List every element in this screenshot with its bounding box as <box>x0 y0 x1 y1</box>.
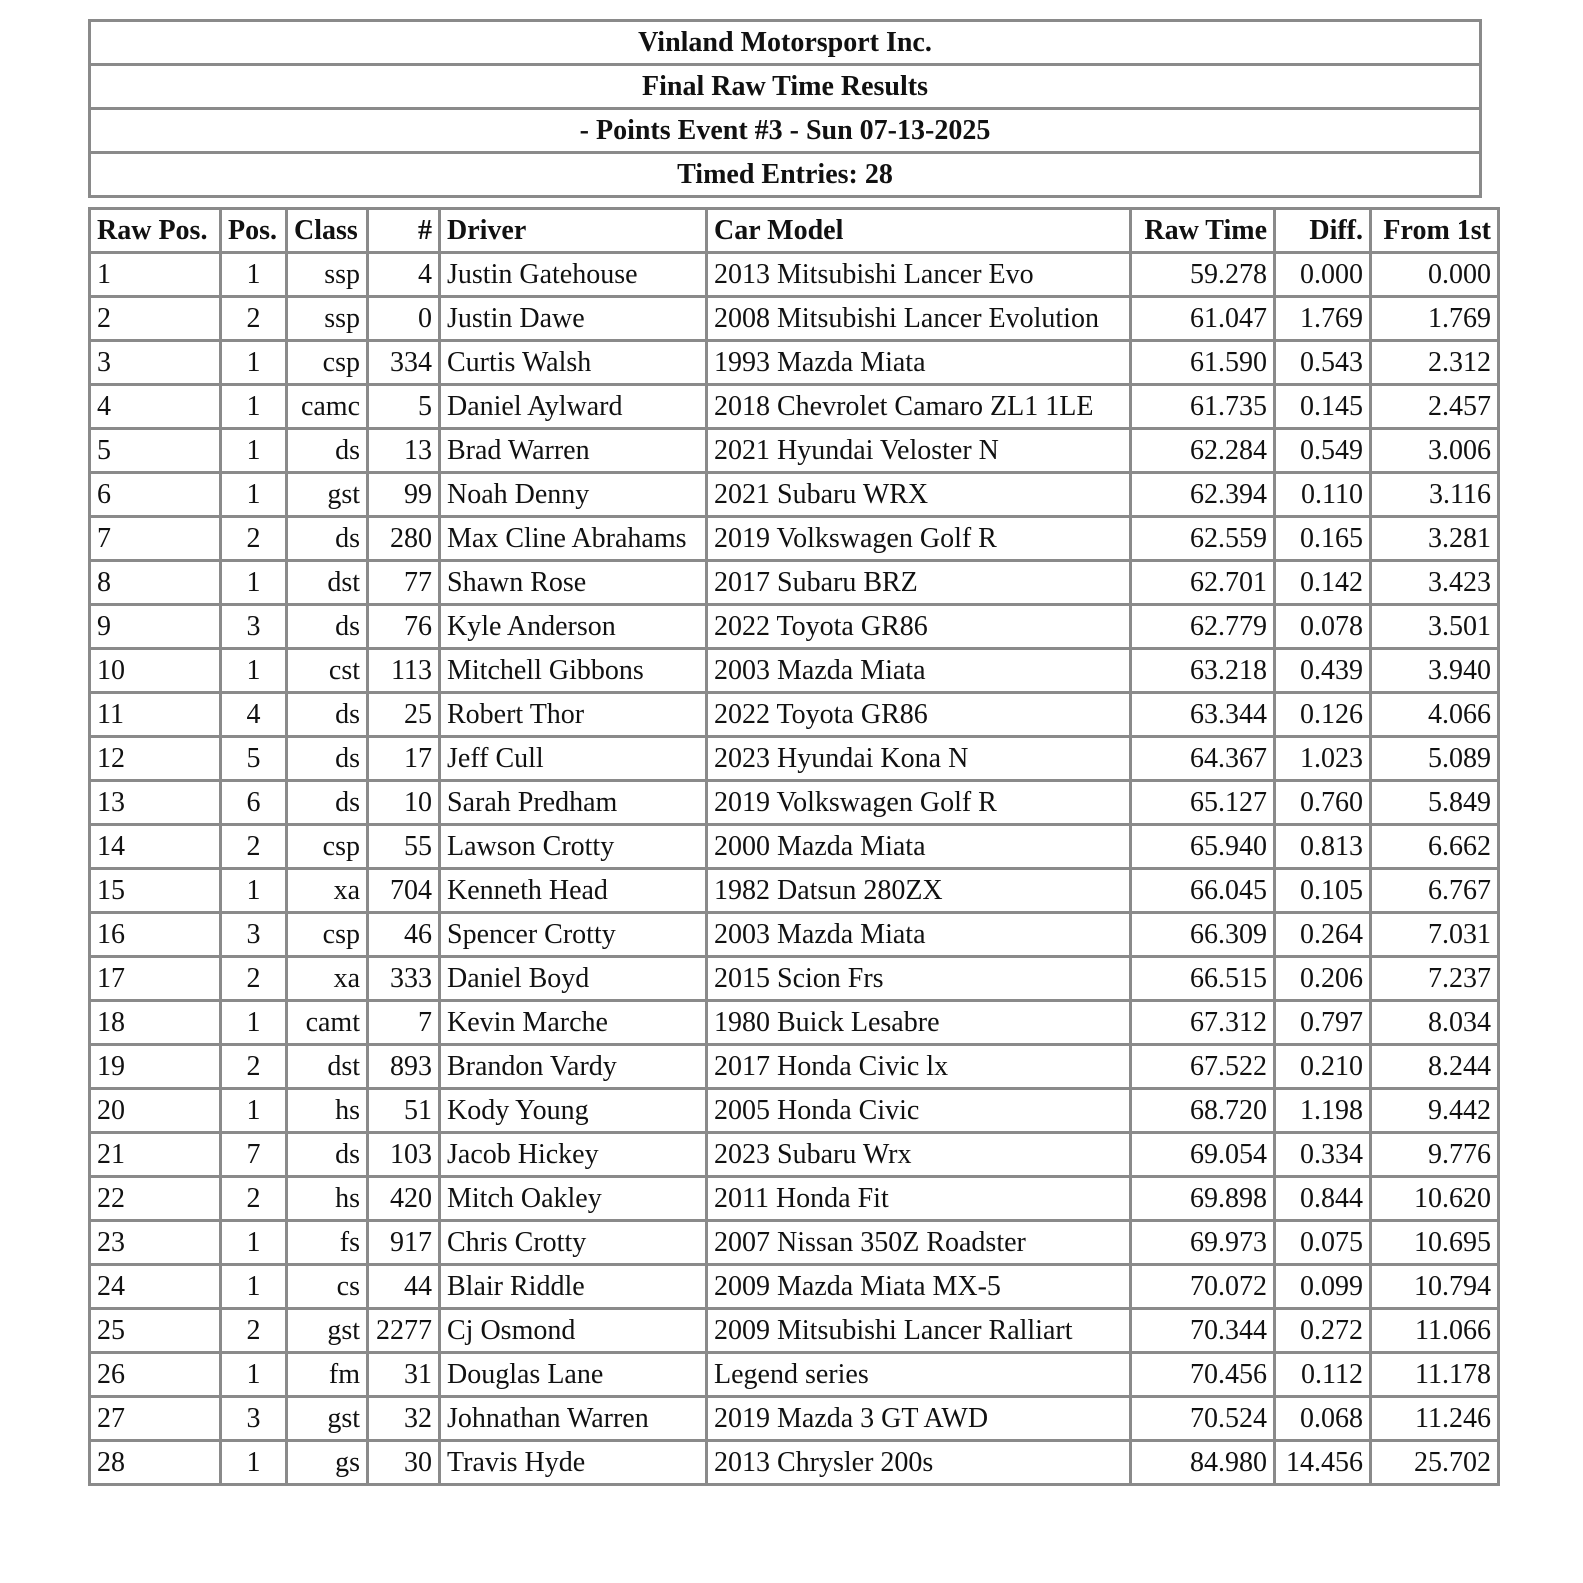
table-row <box>90 1353 1499 1397</box>
report-title: Final Raw Time Results <box>90 65 1481 109</box>
raw-pos-cell: 9 <box>90 605 221 649</box>
table-row <box>90 1177 1499 1221</box>
number-cell: 0 <box>368 297 440 341</box>
car-model-cell: 2015 Scion Frs <box>707 957 1131 1001</box>
column-header-raw-pos: Raw Pos. <box>90 209 221 253</box>
number-cell: 10 <box>368 781 440 825</box>
class-cell: ds <box>287 781 368 825</box>
table-row <box>90 473 1499 517</box>
number-cell: 17 <box>368 737 440 781</box>
from-first-cell: 10.695 <box>1371 1221 1499 1265</box>
driver-cell: Max Cline Abrahams <box>440 517 707 561</box>
car-model-cell: 2013 Mitsubishi Lancer Evo <box>707 253 1131 297</box>
number-cell: 917 <box>368 1221 440 1265</box>
number-cell: 51 <box>368 1089 440 1133</box>
raw-pos-cell: 16 <box>90 913 221 957</box>
pos-cell: 3 <box>221 913 287 957</box>
number-cell: 46 <box>368 913 440 957</box>
table-row <box>90 913 1499 957</box>
raw-time-cell: 65.940 <box>1131 825 1275 869</box>
column-header-number: # <box>368 209 440 253</box>
diff-cell: 0.078 <box>1275 605 1371 649</box>
class-cell: xa <box>287 957 368 1001</box>
raw-pos-cell: 17 <box>90 957 221 1001</box>
table-row <box>90 517 1499 561</box>
raw-pos-cell: 21 <box>90 1133 221 1177</box>
class-cell: xa <box>287 869 368 913</box>
driver-cell: Chris Crotty <box>440 1221 707 1265</box>
table-header-row <box>90 209 1499 253</box>
column-header-raw-time: Raw Time <box>1131 209 1275 253</box>
number-cell: 25 <box>368 693 440 737</box>
pos-cell: 2 <box>221 517 287 561</box>
class-cell: camt <box>287 1001 368 1045</box>
table-row <box>90 781 1499 825</box>
number-cell: 103 <box>368 1133 440 1177</box>
number-cell: 77 <box>368 561 440 605</box>
number-cell: 55 <box>368 825 440 869</box>
pos-cell: 1 <box>221 253 287 297</box>
class-cell: ds <box>287 517 368 561</box>
car-model-cell: 2005 Honda Civic <box>707 1089 1131 1133</box>
raw-pos-cell: 18 <box>90 1001 221 1045</box>
diff-cell: 1.023 <box>1275 737 1371 781</box>
car-model-cell: 2007 Nissan 350Z Roadster <box>707 1221 1131 1265</box>
table-row <box>90 1309 1499 1353</box>
driver-cell: Daniel Aylward <box>440 385 707 429</box>
car-model-cell: 2018 Chevrolet Camaro ZL1 1LE <box>707 385 1131 429</box>
from-first-cell: 8.034 <box>1371 1001 1499 1045</box>
class-cell: hs <box>287 1177 368 1221</box>
number-cell: 333 <box>368 957 440 1001</box>
pos-cell: 1 <box>221 473 287 517</box>
car-model-cell: 2009 Mazda Miata MX-5 <box>707 1265 1131 1309</box>
raw-pos-cell: 12 <box>90 737 221 781</box>
raw-time-cell: 70.344 <box>1131 1309 1275 1353</box>
raw-time-cell: 66.309 <box>1131 913 1275 957</box>
diff-cell: 0.075 <box>1275 1221 1371 1265</box>
car-model-cell: 2021 Hyundai Veloster N <box>707 429 1131 473</box>
raw-time-cell: 62.394 <box>1131 473 1275 517</box>
raw-pos-cell: 1 <box>90 253 221 297</box>
table-row <box>90 1221 1499 1265</box>
driver-cell: Brad Warren <box>440 429 707 473</box>
pos-cell: 2 <box>221 825 287 869</box>
car-model-cell: 2019 Volkswagen Golf R <box>707 781 1131 825</box>
pos-cell: 2 <box>221 957 287 1001</box>
from-first-cell: 11.066 <box>1371 1309 1499 1353</box>
number-cell: 32 <box>368 1397 440 1441</box>
from-first-cell: 2.312 <box>1371 341 1499 385</box>
number-cell: 5 <box>368 385 440 429</box>
number-cell: 113 <box>368 649 440 693</box>
diff-cell: 0.110 <box>1275 473 1371 517</box>
class-cell: csp <box>287 341 368 385</box>
table-row <box>90 253 1499 297</box>
diff-cell: 0.210 <box>1275 1045 1371 1089</box>
diff-cell: 0.844 <box>1275 1177 1371 1221</box>
driver-cell: Sarah Predham <box>440 781 707 825</box>
event-title: - Points Event #3 - Sun 07-13-2025 <box>90 109 1481 153</box>
pos-cell: 1 <box>221 649 287 693</box>
class-cell: gst <box>287 473 368 517</box>
car-model-cell: Legend series <box>707 1353 1131 1397</box>
raw-time-cell: 63.218 <box>1131 649 1275 693</box>
pos-cell: 5 <box>221 737 287 781</box>
driver-cell: Jeff Cull <box>440 737 707 781</box>
class-cell: csp <box>287 913 368 957</box>
pos-cell: 2 <box>221 297 287 341</box>
pos-cell: 1 <box>221 869 287 913</box>
raw-time-cell: 69.898 <box>1131 1177 1275 1221</box>
class-cell: csp <box>287 825 368 869</box>
from-first-cell: 10.620 <box>1371 1177 1499 1221</box>
from-first-cell: 10.794 <box>1371 1265 1499 1309</box>
car-model-cell: 1982 Datsun 280ZX <box>707 869 1131 913</box>
raw-pos-cell: 4 <box>90 385 221 429</box>
results-table <box>88 207 1500 1486</box>
car-model-cell: 2021 Subaru WRX <box>707 473 1131 517</box>
raw-time-cell: 62.701 <box>1131 561 1275 605</box>
table-row <box>90 1001 1499 1045</box>
diff-cell: 1.198 <box>1275 1089 1371 1133</box>
table-row <box>90 1133 1499 1177</box>
pos-cell: 2 <box>221 1177 287 1221</box>
raw-pos-cell: 7 <box>90 517 221 561</box>
driver-cell: Kody Young <box>440 1089 707 1133</box>
from-first-cell: 6.662 <box>1371 825 1499 869</box>
diff-cell: 0.439 <box>1275 649 1371 693</box>
driver-cell: Kenneth Head <box>440 869 707 913</box>
driver-cell: Kevin Marche <box>440 1001 707 1045</box>
diff-cell: 0.543 <box>1275 341 1371 385</box>
from-first-cell: 9.442 <box>1371 1089 1499 1133</box>
pos-cell: 1 <box>221 1441 287 1485</box>
table-row <box>90 737 1499 781</box>
driver-cell: Lawson Crotty <box>440 825 707 869</box>
class-cell: ds <box>287 605 368 649</box>
pos-cell: 4 <box>221 693 287 737</box>
raw-pos-cell: 14 <box>90 825 221 869</box>
diff-cell: 0.760 <box>1275 781 1371 825</box>
driver-cell: Curtis Walsh <box>440 341 707 385</box>
raw-pos-cell: 26 <box>90 1353 221 1397</box>
class-cell: gst <box>287 1397 368 1441</box>
column-header-diff: Diff. <box>1275 209 1371 253</box>
from-first-cell: 9.776 <box>1371 1133 1499 1177</box>
from-first-cell: 7.031 <box>1371 913 1499 957</box>
number-cell: 31 <box>368 1353 440 1397</box>
class-cell: camc <box>287 385 368 429</box>
pos-cell: 3 <box>221 605 287 649</box>
car-model-cell: 1993 Mazda Miata <box>707 341 1131 385</box>
number-cell: 44 <box>368 1265 440 1309</box>
raw-time-cell: 61.735 <box>1131 385 1275 429</box>
car-model-cell: 2013 Chrysler 200s <box>707 1441 1131 1485</box>
class-cell: gs <box>287 1441 368 1485</box>
diff-cell: 1.769 <box>1275 297 1371 341</box>
raw-time-cell: 62.559 <box>1131 517 1275 561</box>
pos-cell: 3 <box>221 1397 287 1441</box>
class-cell: fs <box>287 1221 368 1265</box>
from-first-cell: 4.066 <box>1371 693 1499 737</box>
table-row <box>90 957 1499 1001</box>
from-first-cell: 3.116 <box>1371 473 1499 517</box>
raw-time-cell: 68.720 <box>1131 1089 1275 1133</box>
driver-cell: Travis Hyde <box>440 1441 707 1485</box>
car-model-cell: 2011 Honda Fit <box>707 1177 1131 1221</box>
table-row <box>90 561 1499 605</box>
raw-time-cell: 70.456 <box>1131 1353 1275 1397</box>
pos-cell: 2 <box>221 1045 287 1089</box>
driver-cell: Shawn Rose <box>440 561 707 605</box>
driver-cell: Brandon Vardy <box>440 1045 707 1089</box>
driver-cell: Mitch Oakley <box>440 1177 707 1221</box>
class-cell: dst <box>287 1045 368 1089</box>
diff-cell: 0.068 <box>1275 1397 1371 1441</box>
car-model-cell: 2017 Honda Civic lx <box>707 1045 1131 1089</box>
raw-pos-cell: 28 <box>90 1441 221 1485</box>
class-cell: ds <box>287 1133 368 1177</box>
number-cell: 13 <box>368 429 440 473</box>
raw-pos-cell: 19 <box>90 1045 221 1089</box>
class-cell: ds <box>287 693 368 737</box>
from-first-cell: 8.244 <box>1371 1045 1499 1089</box>
from-first-cell: 3.501 <box>1371 605 1499 649</box>
driver-cell: Douglas Lane <box>440 1353 707 1397</box>
table-row <box>90 385 1499 429</box>
diff-cell: 0.264 <box>1275 913 1371 957</box>
raw-pos-cell: 11 <box>90 693 221 737</box>
diff-cell: 0.797 <box>1275 1001 1371 1045</box>
car-model-cell: 2022 Toyota GR86 <box>707 605 1131 649</box>
from-first-cell: 1.769 <box>1371 297 1499 341</box>
pos-cell: 6 <box>221 781 287 825</box>
table-row <box>90 869 1499 913</box>
raw-pos-cell: 8 <box>90 561 221 605</box>
class-cell: cst <box>287 649 368 693</box>
diff-cell: 0.549 <box>1275 429 1371 473</box>
car-model-cell: 2000 Mazda Miata <box>707 825 1131 869</box>
car-model-cell: 2019 Volkswagen Golf R <box>707 517 1131 561</box>
car-model-cell: 1980 Buick Lesabre <box>707 1001 1131 1045</box>
results-header-table <box>88 19 1482 198</box>
number-cell: 893 <box>368 1045 440 1089</box>
raw-pos-cell: 3 <box>90 341 221 385</box>
class-cell: hs <box>287 1089 368 1133</box>
raw-time-cell: 62.779 <box>1131 605 1275 649</box>
class-cell: cs <box>287 1265 368 1309</box>
driver-cell: Kyle Anderson <box>440 605 707 649</box>
pos-cell: 1 <box>221 1089 287 1133</box>
car-model-cell: 2022 Toyota GR86 <box>707 693 1131 737</box>
driver-cell: Justin Gatehouse <box>440 253 707 297</box>
diff-cell: 0.000 <box>1275 253 1371 297</box>
raw-pos-cell: 25 <box>90 1309 221 1353</box>
from-first-cell: 5.089 <box>1371 737 1499 781</box>
car-model-cell: 2008 Mitsubishi Lancer Evolution <box>707 297 1131 341</box>
class-cell: gst <box>287 1309 368 1353</box>
raw-time-cell: 69.973 <box>1131 1221 1275 1265</box>
diff-cell: 0.206 <box>1275 957 1371 1001</box>
raw-time-cell: 61.047 <box>1131 297 1275 341</box>
from-first-cell: 3.281 <box>1371 517 1499 561</box>
number-cell: 4 <box>368 253 440 297</box>
diff-cell: 0.165 <box>1275 517 1371 561</box>
from-first-cell: 11.246 <box>1371 1397 1499 1441</box>
class-cell: ssp <box>287 253 368 297</box>
driver-cell: Blair Riddle <box>440 1265 707 1309</box>
table-row <box>90 1045 1499 1089</box>
pos-cell: 1 <box>221 1001 287 1045</box>
diff-cell: 0.142 <box>1275 561 1371 605</box>
raw-time-cell: 65.127 <box>1131 781 1275 825</box>
from-first-cell: 7.237 <box>1371 957 1499 1001</box>
raw-time-cell: 66.515 <box>1131 957 1275 1001</box>
raw-time-cell: 67.312 <box>1131 1001 1275 1045</box>
diff-cell: 0.334 <box>1275 1133 1371 1177</box>
diff-cell: 0.105 <box>1275 869 1371 913</box>
driver-cell: Mitchell Gibbons <box>440 649 707 693</box>
pos-cell: 2 <box>221 1309 287 1353</box>
from-first-cell: 3.423 <box>1371 561 1499 605</box>
raw-pos-cell: 24 <box>90 1265 221 1309</box>
car-model-cell: 2023 Hyundai Kona N <box>707 737 1131 781</box>
diff-cell: 0.272 <box>1275 1309 1371 1353</box>
table-row <box>90 341 1499 385</box>
diff-cell: 0.099 <box>1275 1265 1371 1309</box>
raw-pos-cell: 10 <box>90 649 221 693</box>
timed-entries-count: Timed Entries: 28 <box>90 153 1481 197</box>
from-first-cell: 5.849 <box>1371 781 1499 825</box>
column-header-class: Class <box>287 209 368 253</box>
class-cell: ds <box>287 429 368 473</box>
number-cell: 280 <box>368 517 440 561</box>
organization-name: Vinland Motorsport Inc. <box>90 21 1481 65</box>
raw-time-cell: 69.054 <box>1131 1133 1275 1177</box>
raw-pos-cell: 22 <box>90 1177 221 1221</box>
from-first-cell: 3.940 <box>1371 649 1499 693</box>
raw-time-cell: 63.344 <box>1131 693 1275 737</box>
pos-cell: 1 <box>221 1265 287 1309</box>
car-model-cell: 2023 Subaru Wrx <box>707 1133 1131 1177</box>
class-cell: fm <box>287 1353 368 1397</box>
class-cell: ds <box>287 737 368 781</box>
driver-cell: Johnathan Warren <box>440 1397 707 1441</box>
driver-cell: Cj Osmond <box>440 1309 707 1353</box>
raw-pos-cell: 23 <box>90 1221 221 1265</box>
raw-pos-cell: 5 <box>90 429 221 473</box>
driver-cell: Daniel Boyd <box>440 957 707 1001</box>
raw-time-cell: 84.980 <box>1131 1441 1275 1485</box>
class-cell: ssp <box>287 297 368 341</box>
pos-cell: 1 <box>221 341 287 385</box>
table-row <box>90 297 1499 341</box>
column-header-from-first: From 1st <box>1371 209 1499 253</box>
pos-cell: 1 <box>221 429 287 473</box>
car-model-cell: 2017 Subaru BRZ <box>707 561 1131 605</box>
car-model-cell: 2003 Mazda Miata <box>707 649 1131 693</box>
number-cell: 334 <box>368 341 440 385</box>
diff-cell: 14.456 <box>1275 1441 1371 1485</box>
car-model-cell: 2019 Mazda 3 GT AWD <box>707 1397 1131 1441</box>
raw-time-cell: 61.590 <box>1131 341 1275 385</box>
driver-cell: Justin Dawe <box>440 297 707 341</box>
diff-cell: 0.813 <box>1275 825 1371 869</box>
pos-cell: 1 <box>221 1221 287 1265</box>
from-first-cell: 3.006 <box>1371 429 1499 473</box>
raw-time-cell: 70.072 <box>1131 1265 1275 1309</box>
car-model-cell: 2003 Mazda Miata <box>707 913 1131 957</box>
raw-time-cell: 59.278 <box>1131 253 1275 297</box>
pos-cell: 1 <box>221 561 287 605</box>
column-header-car-model: Car Model <box>707 209 1131 253</box>
number-cell: 2277 <box>368 1309 440 1353</box>
table-row <box>90 1089 1499 1133</box>
pos-cell: 1 <box>221 385 287 429</box>
raw-pos-cell: 2 <box>90 297 221 341</box>
raw-pos-cell: 13 <box>90 781 221 825</box>
driver-cell: Jacob Hickey <box>440 1133 707 1177</box>
car-model-cell: 2009 Mitsubishi Lancer Ralliart <box>707 1309 1131 1353</box>
raw-time-cell: 70.524 <box>1131 1397 1275 1441</box>
driver-cell: Noah Denny <box>440 473 707 517</box>
table-row <box>90 1265 1499 1309</box>
table-row <box>90 429 1499 473</box>
raw-pos-cell: 15 <box>90 869 221 913</box>
raw-time-cell: 66.045 <box>1131 869 1275 913</box>
raw-time-cell: 62.284 <box>1131 429 1275 473</box>
number-cell: 99 <box>368 473 440 517</box>
number-cell: 76 <box>368 605 440 649</box>
raw-pos-cell: 20 <box>90 1089 221 1133</box>
from-first-cell: 0.000 <box>1371 253 1499 297</box>
from-first-cell: 2.457 <box>1371 385 1499 429</box>
class-cell: dst <box>287 561 368 605</box>
table-row <box>90 1397 1499 1441</box>
pos-cell: 7 <box>221 1133 287 1177</box>
table-row <box>90 605 1499 649</box>
raw-pos-cell: 6 <box>90 473 221 517</box>
from-first-cell: 11.178 <box>1371 1353 1499 1397</box>
table-row <box>90 1441 1499 1485</box>
number-cell: 7 <box>368 1001 440 1045</box>
raw-pos-cell: 27 <box>90 1397 221 1441</box>
pos-cell: 1 <box>221 1353 287 1397</box>
table-row <box>90 693 1499 737</box>
number-cell: 420 <box>368 1177 440 1221</box>
results-table-body <box>90 253 1499 1485</box>
driver-cell: Spencer Crotty <box>440 913 707 957</box>
number-cell: 30 <box>368 1441 440 1485</box>
diff-cell: 0.112 <box>1275 1353 1371 1397</box>
column-header-driver: Driver <box>440 209 707 253</box>
raw-time-cell: 64.367 <box>1131 737 1275 781</box>
diff-cell: 0.145 <box>1275 385 1371 429</box>
driver-cell: Robert Thor <box>440 693 707 737</box>
column-header-pos: Pos. <box>221 209 287 253</box>
table-row <box>90 649 1499 693</box>
number-cell: 704 <box>368 869 440 913</box>
from-first-cell: 6.767 <box>1371 869 1499 913</box>
table-row <box>90 825 1499 869</box>
from-first-cell: 25.702 <box>1371 1441 1499 1485</box>
diff-cell: 0.126 <box>1275 693 1371 737</box>
raw-time-cell: 67.522 <box>1131 1045 1275 1089</box>
